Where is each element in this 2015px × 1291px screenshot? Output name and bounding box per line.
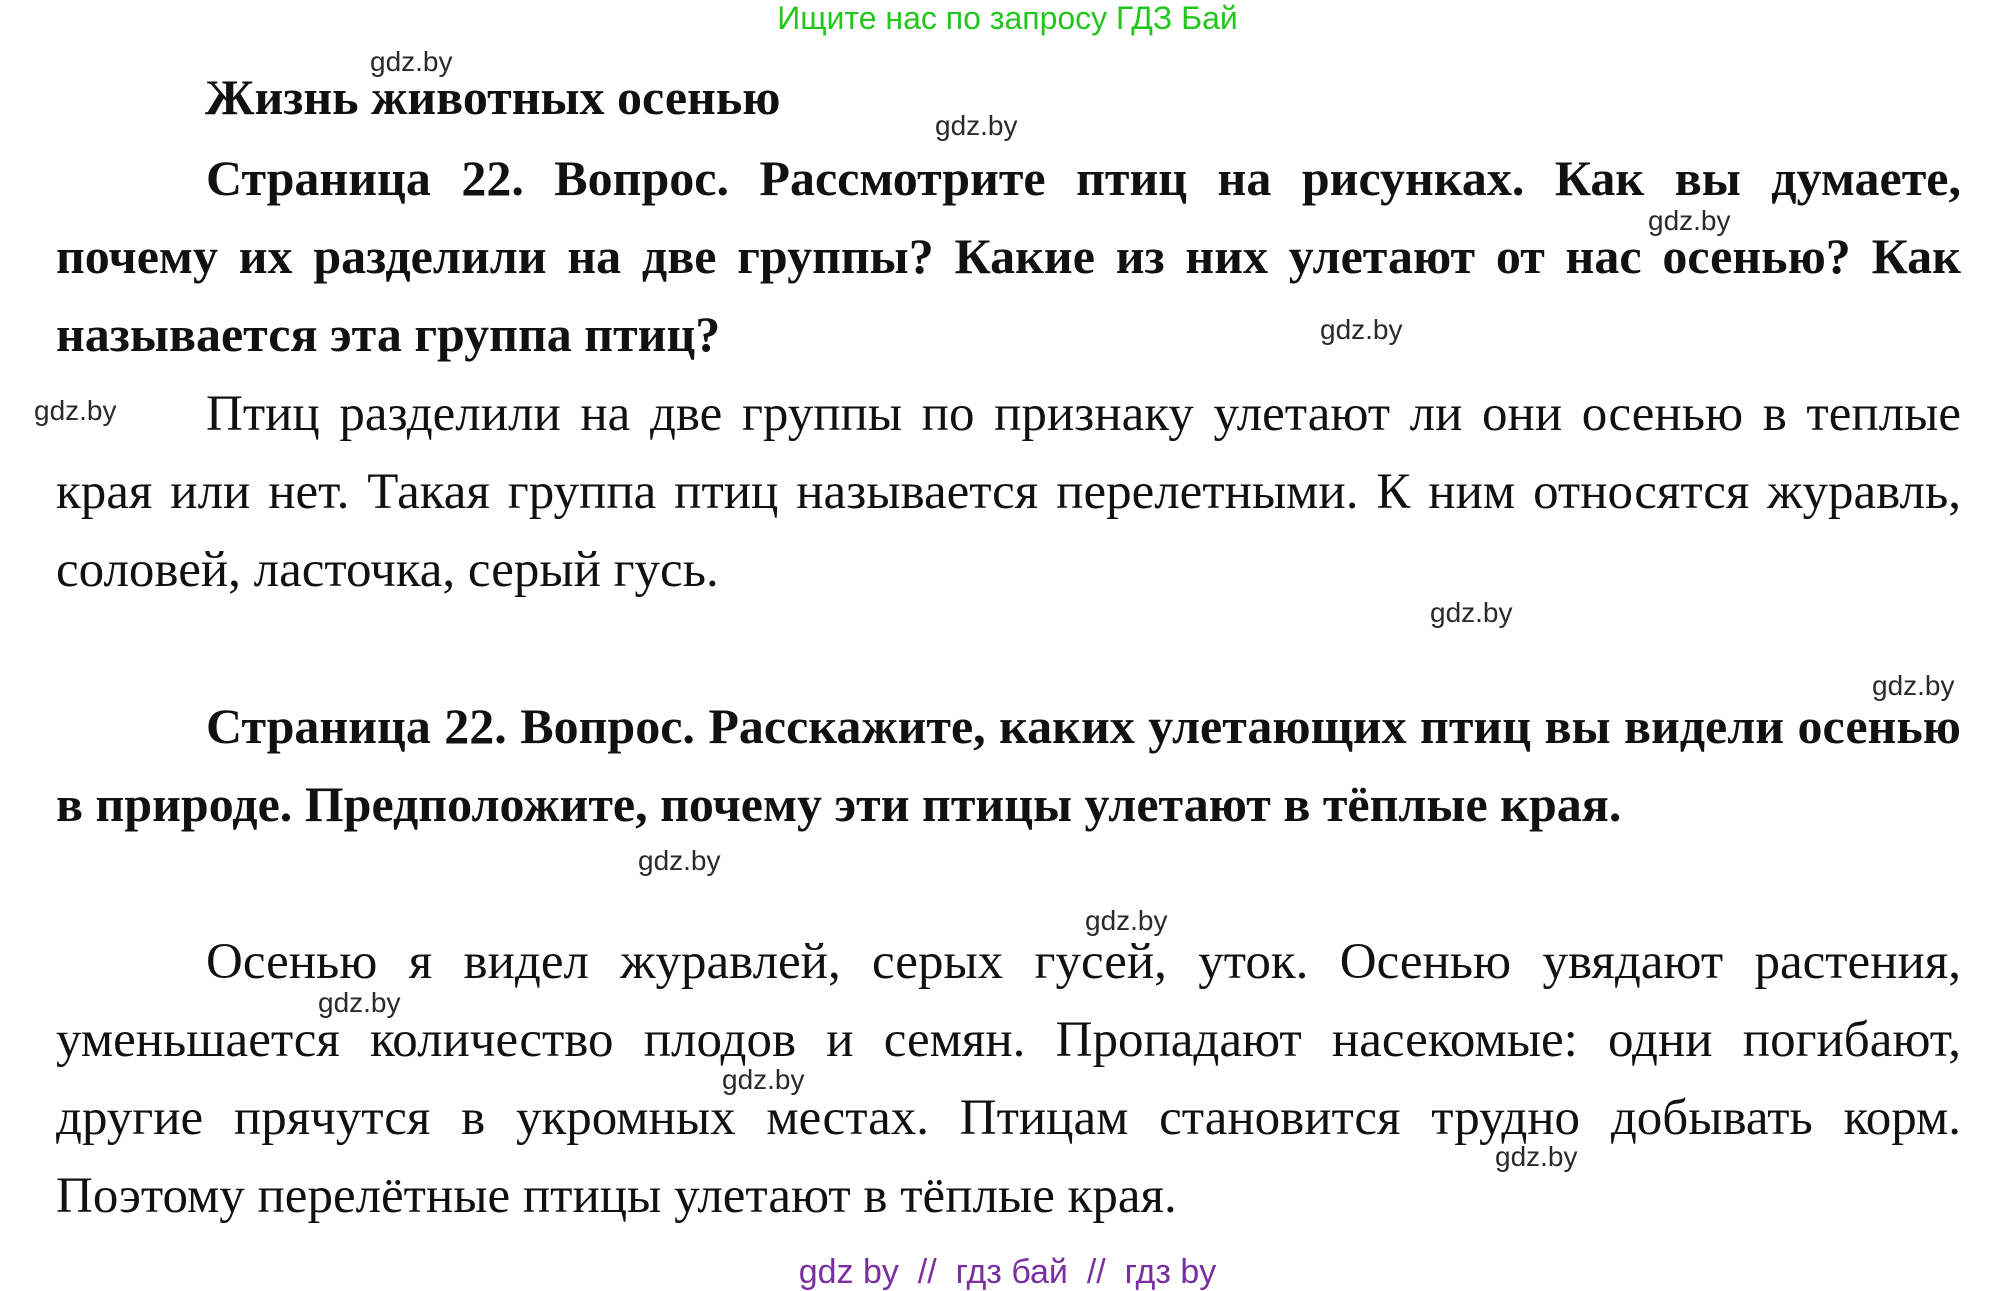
answer-1: Птиц разделили на две группы по признаку улетают ли они осенью в теплые края или нет. Такая группа птиц называется перелетными. К ним относятся журавль, соловей, ласточка, серый гусь.: [56, 386, 1961, 598]
question-2: Страница 22. Вопрос. Расскажите, каких улетающих птиц вы видели осенью в природе. Предположите, почему эти птицы улетают в тёплые края.: [56, 698, 1961, 832]
top-banner: Ищите нас по запросу ГДЗ Бай: [777, 0, 1238, 36]
watermark-text: gdz.by: [1085, 905, 1168, 936]
question-1: Страница 22. Вопрос. Рассмотрите птиц на рисунках. Как вы думаете, почему их разделили на две группы? Какие из них улетают от нас осенью? Как называется эта группа птиц?: [56, 150, 1961, 362]
watermark-text: gdz.by: [370, 46, 453, 77]
watermark-text: gdz.by: [722, 1064, 805, 1095]
watermark-text: gdz.by: [935, 110, 1018, 141]
answer-2: Осенью я видел журавлей, серых гусей, уток. Осенью увядают растения, уменьшается количество плодов и семян. Пропадают насекомые: одни погибают, другие прячутся в укромных местах. Птицам становится трудно добывать корм. Поэтому перелётные птицы улетают в тёплые края.: [56, 934, 1961, 1224]
watermark-text: gdz.by: [638, 845, 721, 876]
watermark-text: gdz.by: [1320, 314, 1403, 345]
watermark-text: gdz.by: [1430, 597, 1513, 628]
watermark-text: gdz.by: [1648, 205, 1731, 236]
page-title: Жизнь животных осенью: [205, 69, 781, 125]
footer-links: gdz by // гдз бай // гдз by: [798, 1253, 1217, 1291]
watermark-text: gdz.by: [1495, 1141, 1578, 1172]
watermark-text: gdz.by: [318, 987, 401, 1018]
watermark-text: gdz.by: [34, 395, 117, 426]
watermark-text: gdz.by: [1872, 670, 1955, 701]
